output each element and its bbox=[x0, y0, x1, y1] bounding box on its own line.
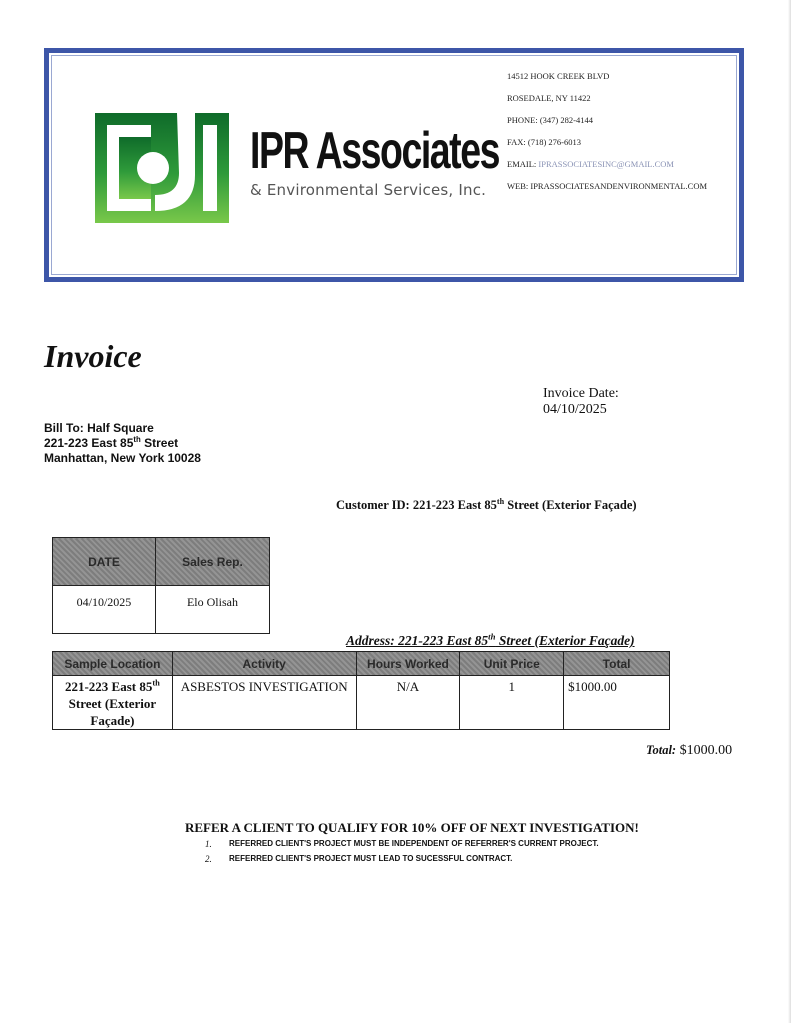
bill-to-street: 221-223 East 85th Street bbox=[44, 435, 179, 450]
header-total: Total bbox=[564, 652, 670, 676]
email-label: EMAIL: bbox=[507, 159, 539, 169]
customer-id: Customer ID: 221-223 East 85th Street (Exterior Façade) bbox=[336, 496, 637, 512]
company-web: WEB: IPRASSOCIATESANDENVIRONMENTAL.COM bbox=[507, 181, 708, 191]
table-row bbox=[53, 676, 670, 730]
total-value: $1000.00 bbox=[679, 743, 733, 758]
table-row bbox=[53, 586, 270, 634]
cell-sales-rep: Elo Olisah bbox=[155, 586, 269, 634]
company-contact-block bbox=[507, 71, 747, 203]
cell-total: $1000.00 bbox=[564, 676, 670, 730]
cell-unit-price: 1 bbox=[460, 676, 564, 730]
header-unit-price: Unit Price bbox=[460, 652, 564, 676]
invoice-date-label: Invoice Date: bbox=[543, 386, 619, 401]
ipr-logo-icon bbox=[95, 113, 229, 223]
company-address-line2: ROSEDALE, NY 11422 bbox=[507, 93, 591, 103]
service-address: Address: 221-223 East 85th Street (Exterior Façade) bbox=[346, 631, 635, 648]
invoice-title: Invoice bbox=[44, 338, 142, 374]
invoice-date-block bbox=[543, 386, 619, 418]
date-sales-table bbox=[52, 537, 270, 634]
cell-hours-worked: N/A bbox=[356, 676, 460, 730]
header-activity: Activity bbox=[172, 652, 356, 676]
invoice-date-value: 04/10/2025 bbox=[543, 402, 607, 417]
cell-activity: ASBESTOS INVESTIGATION bbox=[172, 676, 356, 730]
referral-conditions bbox=[205, 836, 599, 866]
bill-to-city: Manhattan, New York 10028 bbox=[44, 451, 201, 465]
referral-headline: REFER A CLIENT TO QUALIFY FOR 10% OFF OF NEXT INVESTIGATION! bbox=[185, 820, 639, 835]
cell-date: 04/10/2025 bbox=[53, 586, 156, 634]
company-email bbox=[507, 159, 747, 181]
company-fax: FAX: (718) 276-6013 bbox=[507, 137, 581, 147]
list-item: 2. REFERRED CLIENT'S PROJECT MUST LEAD TO SUCESSFUL CONTRACT. bbox=[205, 853, 513, 864]
company-subtitle: & Environmental Services, Inc. bbox=[250, 181, 487, 199]
header-sample-location: Sample Location bbox=[53, 652, 173, 676]
line-items-table bbox=[52, 651, 670, 730]
cell-sample-location: 221-223 East 85th Street (Exterior Façade) bbox=[53, 676, 173, 730]
header-sales-rep: Sales Rep. bbox=[155, 538, 269, 586]
company-name: IPR Associates bbox=[250, 122, 499, 180]
company-phone: PHONE: (347) 282-4144 bbox=[507, 115, 593, 125]
header-hours-worked: Hours Worked bbox=[356, 652, 460, 676]
total-label: Total: bbox=[646, 743, 677, 757]
list-item: 1. REFERRED CLIENT'S PROJECT MUST BE INDEPENDENT OF REFERRER'S CURRENT PROJECT. bbox=[205, 838, 599, 849]
header-date: DATE bbox=[53, 538, 156, 586]
email-link[interactable]: IPRASSOCIATESINC@GMAIL.COM bbox=[538, 159, 674, 169]
bill-to-name: Bill To: Half Square bbox=[44, 421, 154, 435]
letterhead bbox=[44, 48, 744, 282]
bill-to-block bbox=[44, 421, 201, 466]
company-address-line1: 14512 HOOK CREEK BLVD bbox=[507, 71, 610, 81]
invoice-total bbox=[646, 743, 732, 759]
